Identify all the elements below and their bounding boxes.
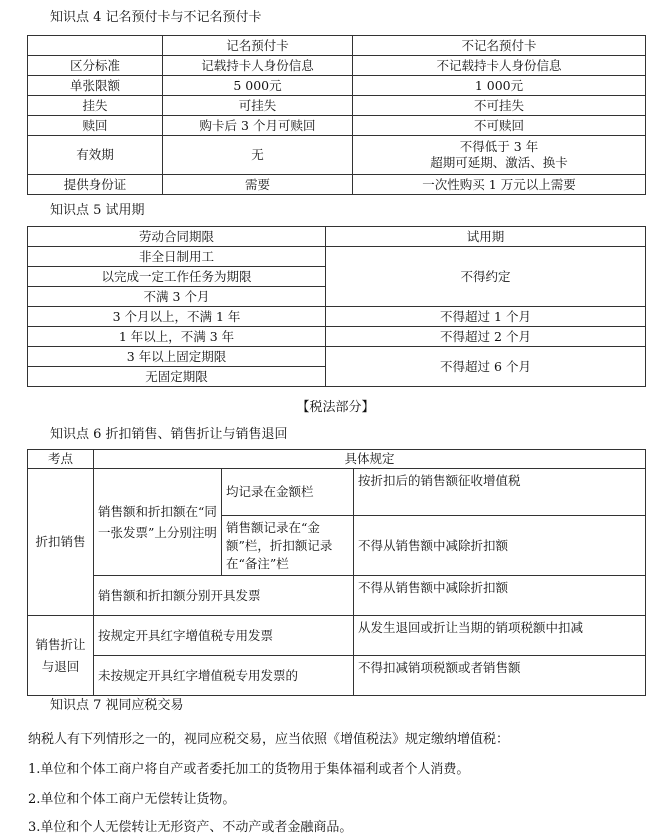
table-row [28,576,646,616]
table-row [28,616,646,656]
table-row [28,347,646,367]
table-cell: 销售额记录在“金额”栏，折扣额记录在“备注”栏 [222,516,354,576]
table-row [28,56,646,76]
table-row [28,36,646,56]
table-cell: 5 000元 [163,76,353,96]
table-cell: 不满 3 个月 [28,287,326,307]
table-header: 不记名预付卡 [353,36,646,56]
kp5-title: 知识点 5 试用期 [50,203,145,218]
kp7-item: 3.单位和个人无偿转让无形资产、不动产或者金融商品。 [28,820,353,835]
probation-table [27,226,646,387]
table-cell: 不得扣减销项税额或者销售额 [354,656,646,696]
table-row [28,136,646,175]
kp7-title: 知识点 7 视同应税交易 [50,698,184,713]
table-cell: 未按规定开具红字增值税专用发票的 [94,656,354,696]
table-cell [353,136,646,175]
table-row [28,116,646,136]
table-row [28,469,646,516]
kp6-title: 知识点 6 折扣销售、销售折让与销售退回 [50,427,288,442]
table-cell: 从发生退回或折让当期的销项税额中扣减 [354,616,646,656]
prepaid-card-table [27,35,646,195]
tax-section-title: 【税法部分】 [296,400,375,415]
table-cell: 不可挂失 [353,96,646,116]
table-cell: 需要 [163,175,353,195]
cell-line: 不得低于 3 年 [459,139,539,154]
kp7-item: 2.单位和个体工商户无偿转让货物。 [28,792,236,807]
table-cell: 销售折让与退回 [28,616,94,696]
kp7-intro: 纳税人有下列情形之一的，视同应税交易，应当依照《增值税法》规定缴纳增值税： [28,732,510,747]
table-header: 考点 [28,450,94,469]
table-cell: 不可赎回 [353,116,646,136]
table-cell: 按规定开具红字增值税专用发票 [94,616,354,656]
table-cell: 可挂失 [163,96,353,116]
table-cell: 以完成一定工作任务为期限 [28,267,326,287]
table-cell: 无 [163,136,353,175]
table-cell: 区分标准 [28,56,163,76]
table-row [28,656,646,696]
table-cell: 不记载持卡人身份信息 [353,56,646,76]
table-row [28,450,646,469]
cell-line: 超期可延期、激活、换卡 [430,155,568,170]
table-cell: 不得超过 1 个月 [326,307,646,327]
table-cell: 不得从销售额中减除折扣额 [354,576,646,616]
table-cell: 挂失 [28,96,163,116]
table-cell: 赎回 [28,116,163,136]
table-cell: 单张限额 [28,76,163,96]
table-header: 劳动合同期限 [28,227,326,247]
table-cell: 均记录在金额栏 [222,469,354,516]
table-cell: 一次性购买 1 万元以上需要 [353,175,646,195]
table-row [28,76,646,96]
table-cell: 1 000元 [353,76,646,96]
table-cell: 销售额和折扣额在“同一张发票”上分别注明 [94,469,222,576]
table-cell: 非全日制用工 [28,247,326,267]
table-cell: 有效期 [28,136,163,175]
table-cell: 按折扣后的销售额征收增值税 [354,469,646,516]
table-cell: 3 个月以上，不满 1 年 [28,307,326,327]
table-cell: 不得约定 [326,247,646,307]
table-row [28,247,646,267]
table-cell: 不得超过 2 个月 [326,327,646,347]
table-cell: 提供身份证 [28,175,163,195]
table-row [28,227,646,247]
table-cell: 不得从销售额中减除折扣额 [354,516,646,576]
table-cell: 不得超过 6 个月 [326,347,646,387]
kp4-title: 知识点 4 记名预付卡与不记名预付卡 [50,10,262,25]
kp7-item: 1.单位和个体工商户将自产或者委托加工的货物用于集体福利或者个人消费。 [28,762,470,777]
discount-sales-table [27,449,646,696]
table-row [28,327,646,347]
table-row [28,175,646,195]
table-cell: 折扣销售 [28,469,94,616]
table-cell: 购卡后 3 个月可赎回 [163,116,353,136]
table-cell: 3 年以上固定期限 [28,347,326,367]
table-header: 具体规定 [94,450,646,469]
table-cell: 1 年以上，不满 3 年 [28,327,326,347]
table-row [28,96,646,116]
table-header: 记名预付卡 [163,36,353,56]
table-cell: 销售额和折扣额分别开具发票 [94,576,354,616]
table-header: 试用期 [326,227,646,247]
table-cell [28,36,163,56]
table-row [28,307,646,327]
table-cell: 记载持卡人身份信息 [163,56,353,76]
table-cell: 无固定期限 [28,367,326,387]
